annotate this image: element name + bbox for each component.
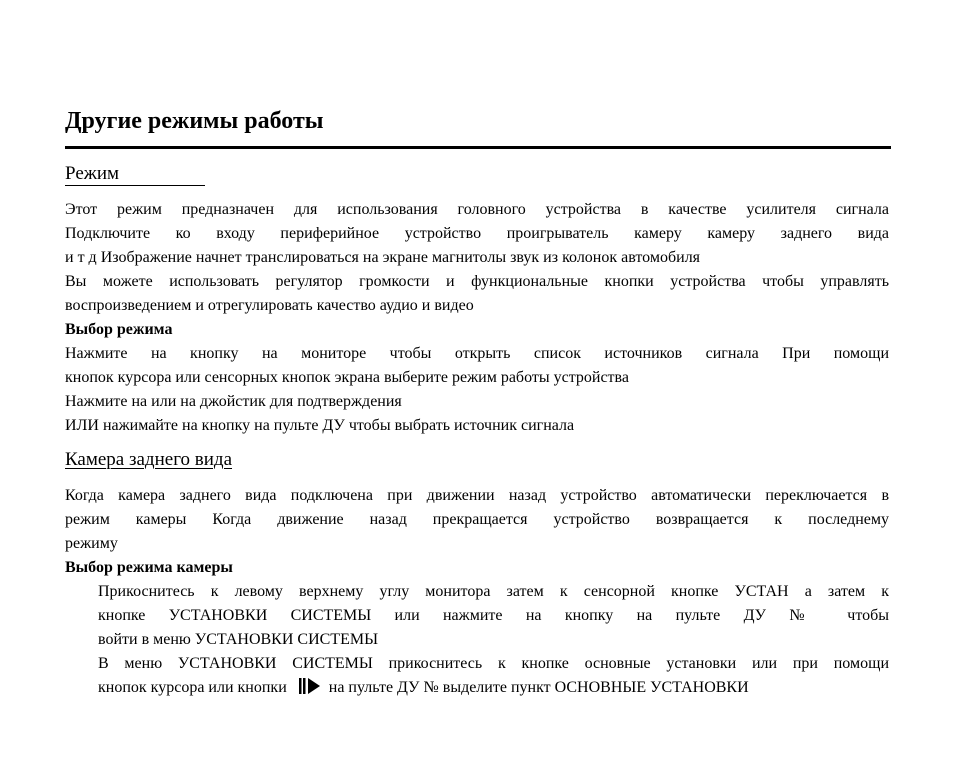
paragraph-line: ИЛИ нажимайте на кнопку на пульте ДУ чтобы выбрать источник сигнала	[65, 417, 575, 434]
title-divider	[65, 146, 891, 149]
paragraph-line: воспроизведением и отрегулировать качество аудио и видео	[65, 297, 474, 314]
paragraph-line: Нажмите на или на джойстик для подтверждения	[65, 393, 402, 410]
paragraph-line	[65, 676, 889, 700]
paragraph-line: кнопке УСТАНОВКИ СИСТЕМЫ или нажмите на кнопку на пульте ДУ № чтобы	[98, 607, 889, 624]
section-rear-camera-body	[65, 484, 889, 700]
page-title: Другие режимы работы	[65, 108, 324, 134]
paragraph-line: режиму	[65, 535, 118, 552]
paragraph-line: Подключите ко входу периферийное устройство проигрыватель камеру камеру заднего вида	[65, 225, 889, 242]
paragraph-line: режим камеры Когда движение назад прекращается устройство возвращается к последнему	[65, 511, 889, 528]
subheading-camera-mode-selection: Выбор режима камеры	[65, 559, 233, 576]
line-text: на пульте ДУ № выделите пункт ОСНОВНЫЕ УСТАНОВКИ	[328, 679, 749, 696]
line-text: кнопок курсора или кнопки	[98, 679, 287, 696]
paragraph-line: Вы можете использовать регулятор громкости и функциональные кнопки устройства чтобы управлять	[65, 273, 889, 290]
subheading-mode-selection: Выбор режима	[65, 321, 173, 338]
paragraph-line: Нажмите на кнопку на мониторе чтобы открыть список источников сигнала При помощи	[65, 345, 889, 362]
paragraph-line: В меню УСТАНОВКИ СИСТЕМЫ прикоснитесь к кнопке основные установки или при помощи	[98, 655, 889, 672]
section-mode-body	[65, 198, 889, 438]
section-heading-rear-camera: Камера заднего вида	[65, 449, 233, 470]
paragraph-line: кнопок курсора или сенсорных кнопок экрана выберите режим работы устройства	[65, 369, 629, 386]
paragraph-line: Прикоснитесь к левому верхнему углу монитора затем к сенсорной кнопке УСТАН а затем к	[98, 583, 889, 600]
paragraph-line: и т д Изображение начнет транслироваться на экране магнитолы звук из колонок автомобиля	[65, 249, 701, 266]
paragraph-line: Когда камера заднего вида подключена при движении назад устройство автоматически переключается в	[65, 487, 889, 504]
paragraph-line: Этот режим предназначен для использования головного устройства в качестве усилителя сигнала	[65, 201, 889, 218]
paragraph-line: войти в меню УСТАНОВКИ СИСТЕМЫ	[98, 631, 379, 648]
play-pause-icon	[299, 678, 321, 694]
section-heading-mode: Режим	[65, 163, 205, 186]
